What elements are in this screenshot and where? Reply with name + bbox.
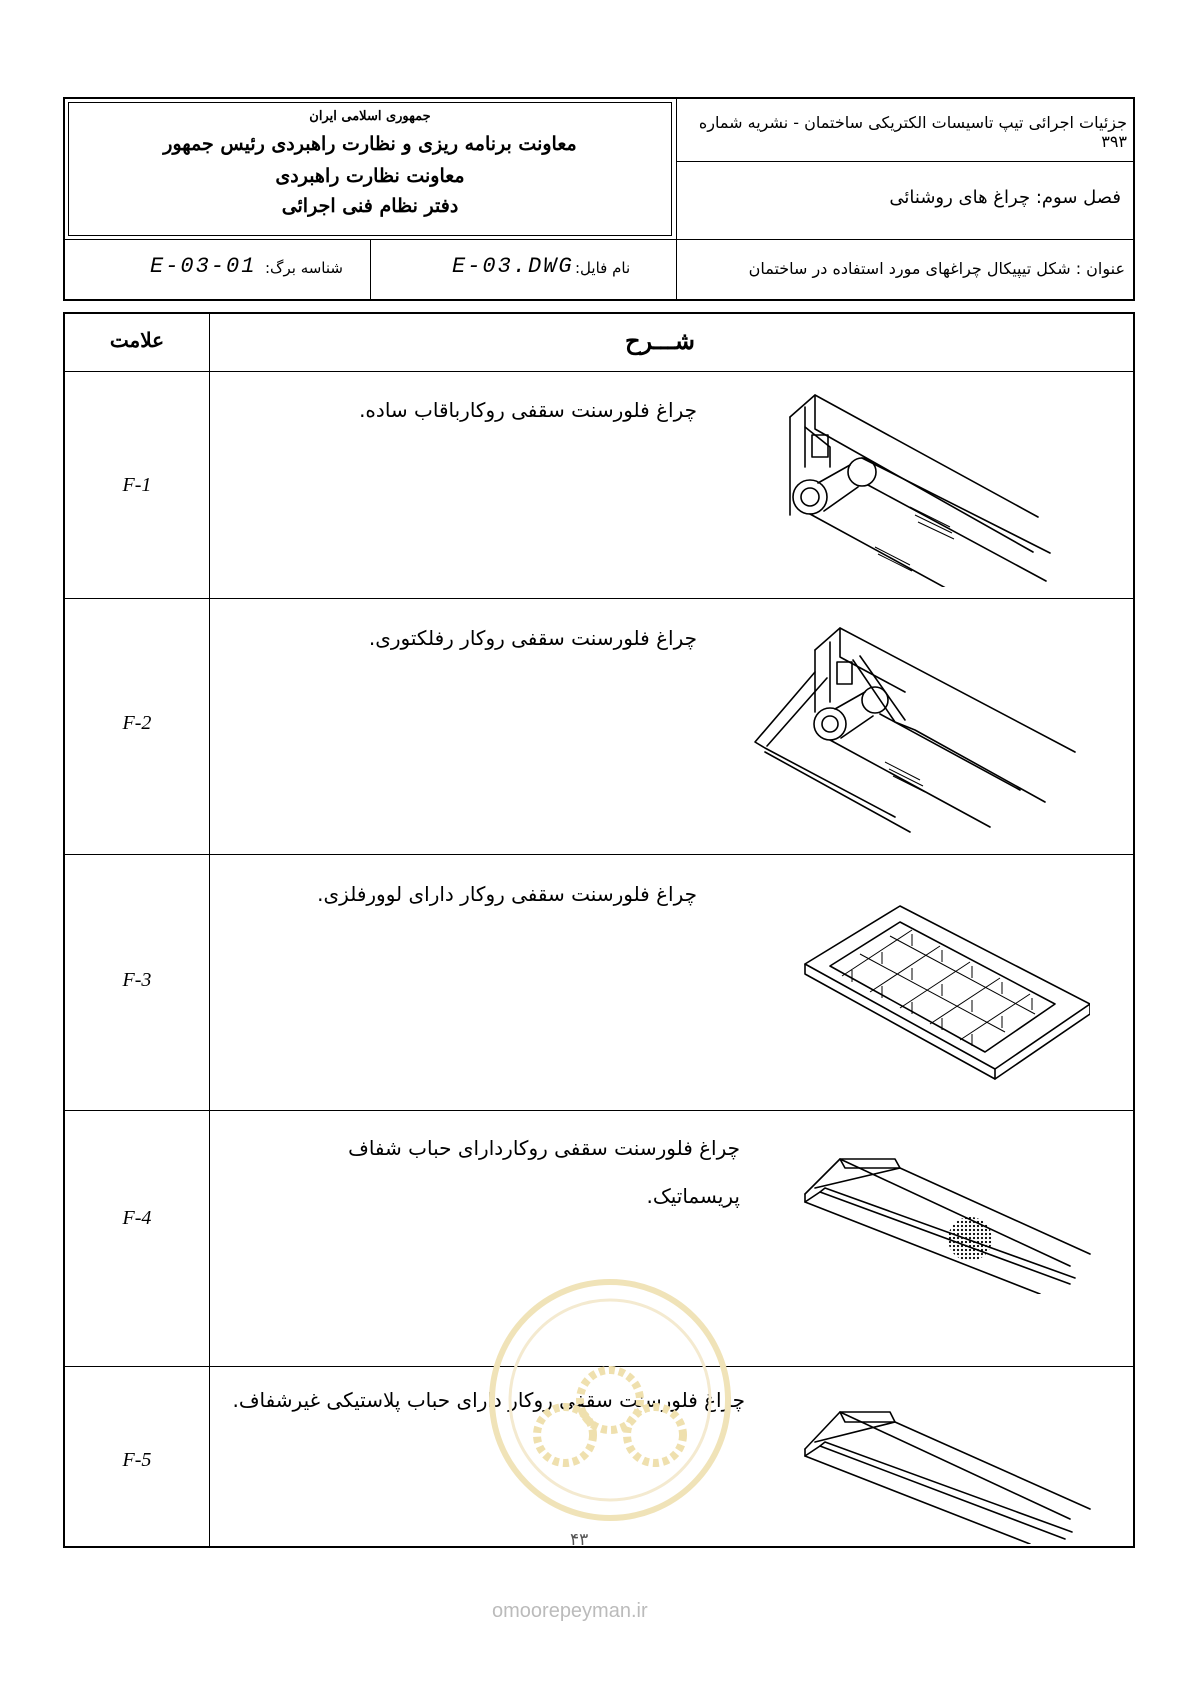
- publication-title: جزئیات اجرائی تیپ تاسیسات الکتریکی ساختمان - نشریه شماره ۳۹۳: [698, 113, 1127, 151]
- subject-title: عنوان : شکل تیپیکال چراغهای مورد استفاده در ساختمان: [748, 259, 1125, 278]
- row-mark: F-1: [122, 474, 152, 496]
- surface-fluorescent-opaque-icon: [800, 1394, 1100, 1544]
- org-line-4: دفتر نظام فنی اجرائی: [281, 195, 459, 217]
- file-label: نام فایل:: [575, 259, 631, 277]
- row-mark: F-3: [122, 969, 152, 991]
- org-line-1: جمهوری اسلامی ایران: [309, 109, 431, 124]
- org-line-2: معاونت برنامه ریزی و نظارت راهبردی رئیس جمهور: [163, 133, 577, 155]
- sheet-label: شناسه برگ:: [265, 259, 343, 277]
- column-header-description: شـــرح: [625, 326, 695, 355]
- row-mark: F-2: [122, 712, 152, 734]
- surface-fluorescent-prismatic-icon: [800, 1144, 1100, 1294]
- row-description: چراغ فلورسنت سقفی روکار دارای لوورفلزی.: [317, 882, 697, 906]
- file-value: E-03.DWG: [452, 254, 574, 279]
- watermark-stamp: [485, 1275, 735, 1525]
- row-mark: F-4: [122, 1207, 152, 1229]
- sheet-value: E-03-01: [150, 254, 257, 279]
- watermark-url: omoorepeyman.ir: [492, 1600, 648, 1622]
- chapter-title: فصل سوم: چراغ های روشنائی: [889, 187, 1121, 208]
- row-description: چراغ فلورسنت سقفی روکارباقاب ساده.: [359, 398, 697, 422]
- surface-fluorescent-plain-icon: [770, 387, 1100, 587]
- column-header-mark: علامت: [109, 328, 165, 352]
- surface-fluorescent-louver-icon: [800, 894, 1090, 1094]
- row-mark: F-5: [122, 1449, 152, 1471]
- title-block: [63, 97, 1135, 301]
- page-number: ۴۳: [570, 1530, 589, 1550]
- organization-box: [68, 102, 672, 236]
- surface-fluorescent-reflector-icon: [745, 612, 1125, 852]
- row-description: چراغ فلورسنت سقفی روکار رفلکتوری.: [368, 626, 697, 650]
- org-line-3: معاونت نظارت راهبردی: [275, 165, 465, 187]
- row-description: چراغ فلورسنت سقفی روکاردارای حباب شفاف پریسماتیک.: [348, 1136, 740, 1208]
- row-description: چراغ فلورسنت سقفی روکار دارای حباب پلاستیکی غیرشفاف.: [232, 1388, 745, 1412]
